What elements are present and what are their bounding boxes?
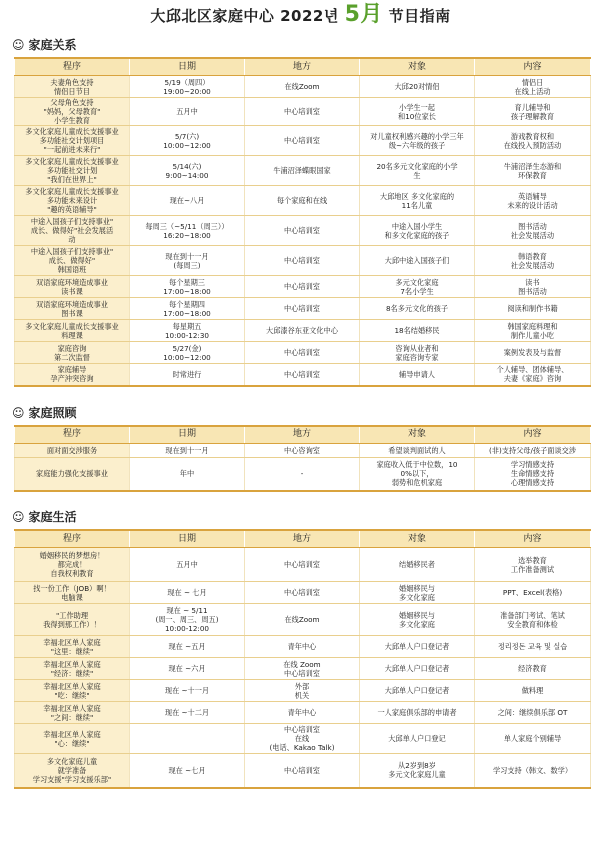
cell-program: 幸福北区单人家庭 "经济：继续"	[15, 658, 130, 680]
cell-date: 现在 ~ 七月	[130, 582, 245, 604]
table-row	[15, 298, 591, 320]
table-row	[15, 582, 591, 604]
header-row	[15, 58, 591, 76]
cell-program: 婚姻移民的梦想房！ 都完成！ 自我权利教育	[15, 548, 130, 582]
cell-program: 多文化家庭儿童成长支援事业 料理课	[15, 320, 130, 342]
cell-place: 大邱漆谷东亚文化中心	[245, 320, 360, 342]
table-row	[15, 216, 591, 246]
cell-program: 幸福北区单人家庭 "心：继续"	[15, 724, 130, 754]
column-header-target: 对象	[360, 530, 475, 548]
cell-date: 5/19（周四） 19:00~20:00	[130, 76, 245, 98]
cell-target: 希望谈判面试的人	[360, 443, 475, 457]
cell-content: 选举教育 工作准备测试	[475, 548, 591, 582]
cell-date: 现在 ~六月	[130, 658, 245, 680]
cell-target: 结婚移民者	[360, 548, 475, 582]
table-row	[15, 98, 591, 126]
cell-place: 牛浦沼泽蝶眼国家	[245, 156, 360, 186]
section-title: 家庭生活	[28, 510, 77, 524]
table-row	[15, 276, 591, 298]
column-header-program: 程序	[15, 426, 130, 444]
title-suffix: 节目指南	[388, 7, 451, 25]
cell-content: 韩国家庭料理和 制作儿童小吃	[475, 320, 591, 342]
column-header-date: 日期	[130, 530, 245, 548]
cell-place: 中心培训室 在线 (电话、Kakao Talk)	[245, 724, 360, 754]
cell-date: 每星期五 10:00-12:30	[130, 320, 245, 342]
cell-date: 时常进行	[130, 364, 245, 386]
cell-date: 每个星期三 17:00~18:00	[130, 276, 245, 298]
table-row	[15, 364, 591, 386]
smile-icon: ☺	[12, 38, 25, 52]
cell-date: 现在 ~十二月	[130, 702, 245, 724]
section-title: 家庭关系	[28, 38, 77, 52]
cell-place: 中心培训室	[245, 246, 360, 276]
cell-date: 年中	[130, 457, 245, 491]
cell-place: 中心培训室	[245, 298, 360, 320]
table-row	[15, 658, 591, 680]
cell-content: 牛浦沼泽生态游和 环保教育	[475, 156, 591, 186]
cell-content: 정리정돈 교육 및 실습	[475, 636, 591, 658]
cell-place: 每个家庭和在线	[245, 186, 360, 216]
cell-target: 18名结婚移民	[360, 320, 475, 342]
cell-place: 中心培训室	[245, 582, 360, 604]
cell-content: 经济教育	[475, 658, 591, 680]
column-header-place: 地方	[245, 426, 360, 444]
table-row	[15, 186, 591, 216]
family-relations-table	[14, 57, 591, 387]
cell-program: 双语家庭环境造成事业 图书课	[15, 298, 130, 320]
cell-date	[130, 724, 245, 754]
cell-place: 中心培训室	[245, 548, 360, 582]
cell-date: 现在到十一月	[130, 443, 245, 457]
cell-program: "工作助理 我得到那工作）！	[15, 604, 130, 636]
title-prefix: 大邱北区家庭中心 2022년	[150, 7, 339, 25]
family-life-table	[14, 529, 591, 789]
cell-place: 在线 Zoom 中心培训室	[245, 658, 360, 680]
table-row	[15, 320, 591, 342]
cell-content: 个人辅导、团体辅导、 夫妻《家庭》咨询	[475, 364, 591, 386]
cell-target: 咨询从业者和 家庭咨询专家	[360, 342, 475, 364]
cell-content: 阅读和制作书籍	[475, 298, 591, 320]
cell-place: -	[245, 457, 360, 491]
cell-target: 婚姻移民与 多文化家庭	[360, 582, 475, 604]
cell-content: 韩语教育 社会发展活动	[475, 246, 591, 276]
cell-place: 中心培训室	[245, 754, 360, 788]
cell-date: 现在到十一月 (每周三)	[130, 246, 245, 276]
table-row	[15, 443, 591, 457]
cell-program: 幸福北区单人家庭 "之间：继续"	[15, 702, 130, 724]
cell-content: 学习支持（韩文、数学）	[475, 754, 591, 788]
page-title	[0, 0, 601, 30]
section-family-care-heading	[0, 404, 601, 422]
cell-place: 中心培训室	[245, 364, 360, 386]
cell-content: 读书 图书活动	[475, 276, 591, 298]
cell-content: 情侣日 在线上活动	[475, 76, 591, 98]
cell-target: 家庭收入低于中位数，10 0%以下， 弱势和危机家庭	[360, 457, 475, 491]
cell-date: 现在 ~ 5/11 (周一、周三、周五) 10:00-12:00	[130, 604, 245, 636]
cell-target: 婚姻移民与 多文化家庭	[360, 604, 475, 636]
cell-target: 大邱20对情侣	[360, 76, 475, 98]
cell-program: 找一份工作（JOB）啊！ 电脑课	[15, 582, 130, 604]
table-row	[15, 548, 591, 582]
cell-content: 游戏教育权和 在线投入预防活动	[475, 126, 591, 156]
cell-program: 家庭能力强化支援事业	[15, 457, 130, 491]
cell-place: 青年中心	[245, 636, 360, 658]
cell-program: 家庭辅导 孕产沖突咨询	[15, 364, 130, 386]
cell-target: 8名多元文化的孩子	[360, 298, 475, 320]
cell-date: 5/14(六) 9:00~14:00	[130, 156, 245, 186]
cell-target: 中途入国小学生 和多文化家庭的孩子	[360, 216, 475, 246]
column-header-content: 内容	[475, 426, 591, 444]
cell-date: 五月中	[130, 548, 245, 582]
cell-program: 多文化家庭儿童成长支援事业 多功能未来设计 "趣的英语辅导"	[15, 186, 130, 216]
column-header-place: 地方	[245, 530, 360, 548]
cell-target: 大邱单人户口登记者	[360, 636, 475, 658]
cell-place: 中心培训室	[245, 126, 360, 156]
cell-program: 家庭咨询 第二次监督	[15, 342, 130, 364]
cell-program: 多文化家庭儿童成长支援事业 多功能社交计划 "我们在世界上"	[15, 156, 130, 186]
cell-content: 英语辅导 未来的设计活动	[475, 186, 591, 216]
cell-place: 青年中心	[245, 702, 360, 724]
table-row	[15, 246, 591, 276]
cell-program: 幸福北区单人家庭 "这里：继续"	[15, 636, 130, 658]
column-header-date: 日期	[130, 58, 245, 76]
smile-icon: ☺	[12, 510, 25, 524]
cell-date: 现在 ~五月	[130, 636, 245, 658]
section-title: 家庭照顾	[28, 405, 77, 420]
cell-program: 幸福北区单人家庭 "吃：继续"	[15, 680, 130, 702]
cell-date: 现在~八月	[130, 186, 245, 216]
cell-content: PPT、Excel(表格)	[475, 582, 591, 604]
column-header-place: 地方	[245, 58, 360, 76]
cell-target: 大邱地区 多文化家庭的 11名儿童	[360, 186, 475, 216]
section-family-life-heading	[0, 508, 601, 526]
cell-place: 外部 机关	[245, 680, 360, 702]
cell-date: 五月中	[130, 98, 245, 126]
cell-content: (非)支持父母/孩子面谈交涉	[475, 443, 591, 457]
cell-place: 在线Zoom	[245, 604, 360, 636]
cell-date: 现在 ~十一月	[130, 680, 245, 702]
cell-content: 图书活动 社会发展活动	[475, 216, 591, 246]
table-row	[15, 604, 591, 636]
column-header-program: 程序	[15, 58, 130, 76]
table-row	[15, 680, 591, 702]
column-header-date: 日期	[130, 426, 245, 444]
cell-program: 父母角色支持 "妈妈，父母教育" 小学生教育	[15, 98, 130, 126]
table-row	[15, 636, 591, 658]
cell-target: 对儿童权利感兴趣的小学三年 级~六年级的孩子	[360, 126, 475, 156]
cell-target: 大邱单人户口登记者	[360, 680, 475, 702]
cell-target: 20名多元文化家庭的小学 生	[360, 156, 475, 186]
table-row	[15, 126, 591, 156]
cell-target: 从2岁到8岁 多元文化家庭儿童	[360, 754, 475, 788]
cell-program: 多文化家庭儿童成长支援事业 多功能社交计划项目 "一起前进未来行"	[15, 126, 130, 156]
cell-target: 辅导申请人	[360, 364, 475, 386]
column-header-target: 对象	[360, 58, 475, 76]
cell-target: 多元文化家庭 7名小学生	[360, 276, 475, 298]
cell-place: 中心培训室	[245, 216, 360, 246]
cell-target: 大邱中途入国孩子们	[360, 246, 475, 276]
cell-target: 小学生一起 和10位家长	[360, 98, 475, 126]
cell-content: 单人家庭个别辅导	[475, 724, 591, 754]
cell-program: 中途入国孩子们支持事业" 成长、做得好" 韩国语班	[15, 246, 130, 276]
column-header-program: 程序	[15, 530, 130, 548]
cell-content: 案例发表及与监督	[475, 342, 591, 364]
cell-content: 做料理	[475, 680, 591, 702]
cell-content: 育儿辅导和 孩子理解教育	[475, 98, 591, 126]
cell-date: 每个星期四 17:00~18:00	[130, 298, 245, 320]
cell-place: 在线Zoom	[245, 76, 360, 98]
column-header-content: 内容	[475, 58, 591, 76]
table-row	[15, 156, 591, 186]
cell-program: 多文化家庭儿童 就学准备 学习支援"学习支援乐部"	[15, 754, 130, 788]
table-row	[15, 724, 591, 754]
cell-program: 中途入国孩子们支持事业" 成长、做得好"社会发展活 动	[15, 216, 130, 246]
cell-content: 准备部门考试、笔试 安全教育和体检	[475, 604, 591, 636]
cell-date: 现在 ~七月	[130, 754, 245, 788]
cell-target: 大邱单人户口登记	[360, 724, 475, 754]
title-month: 5月	[344, 2, 383, 27]
cell-program: 双语家庭环境造成事业 读书课	[15, 276, 130, 298]
family-care-table	[14, 425, 591, 493]
column-header-content: 内容	[475, 530, 591, 548]
cell-program: 夫妻角色支持 情侣日节目	[15, 76, 130, 98]
cell-date: 5/7(六) 10:00~12:00	[130, 126, 245, 156]
cell-target: 大邱单人户口登记者	[360, 658, 475, 680]
cell-place: 中心培训室	[245, 276, 360, 298]
table-row	[15, 754, 591, 788]
cell-program: 面对面交涉服务	[15, 443, 130, 457]
table-row	[15, 342, 591, 364]
cell-content: 学习情感支持 生命情感支持 心理情感支持	[475, 457, 591, 491]
cell-target: 一人家庭俱乐部的申请者	[360, 702, 475, 724]
cell-date: 每周三（~5/11（周三）） 16:20~18:00	[130, 216, 245, 246]
header-row	[15, 530, 591, 548]
cell-place: 中心咨询室	[245, 443, 360, 457]
column-header-target: 对象	[360, 426, 475, 444]
section-family-relations-heading	[0, 36, 601, 54]
table-row	[15, 76, 591, 98]
cell-place: 中心培训室	[245, 342, 360, 364]
table-row	[15, 702, 591, 724]
cell-content: 之间：继续俱乐部 OT	[475, 702, 591, 724]
cell-place: 中心培训室	[245, 98, 360, 126]
table-row	[15, 457, 591, 491]
cell-date: 5/27(金) 10:00~12:00	[130, 342, 245, 364]
header-row	[15, 426, 591, 444]
smile-icon: ☺	[12, 405, 25, 420]
